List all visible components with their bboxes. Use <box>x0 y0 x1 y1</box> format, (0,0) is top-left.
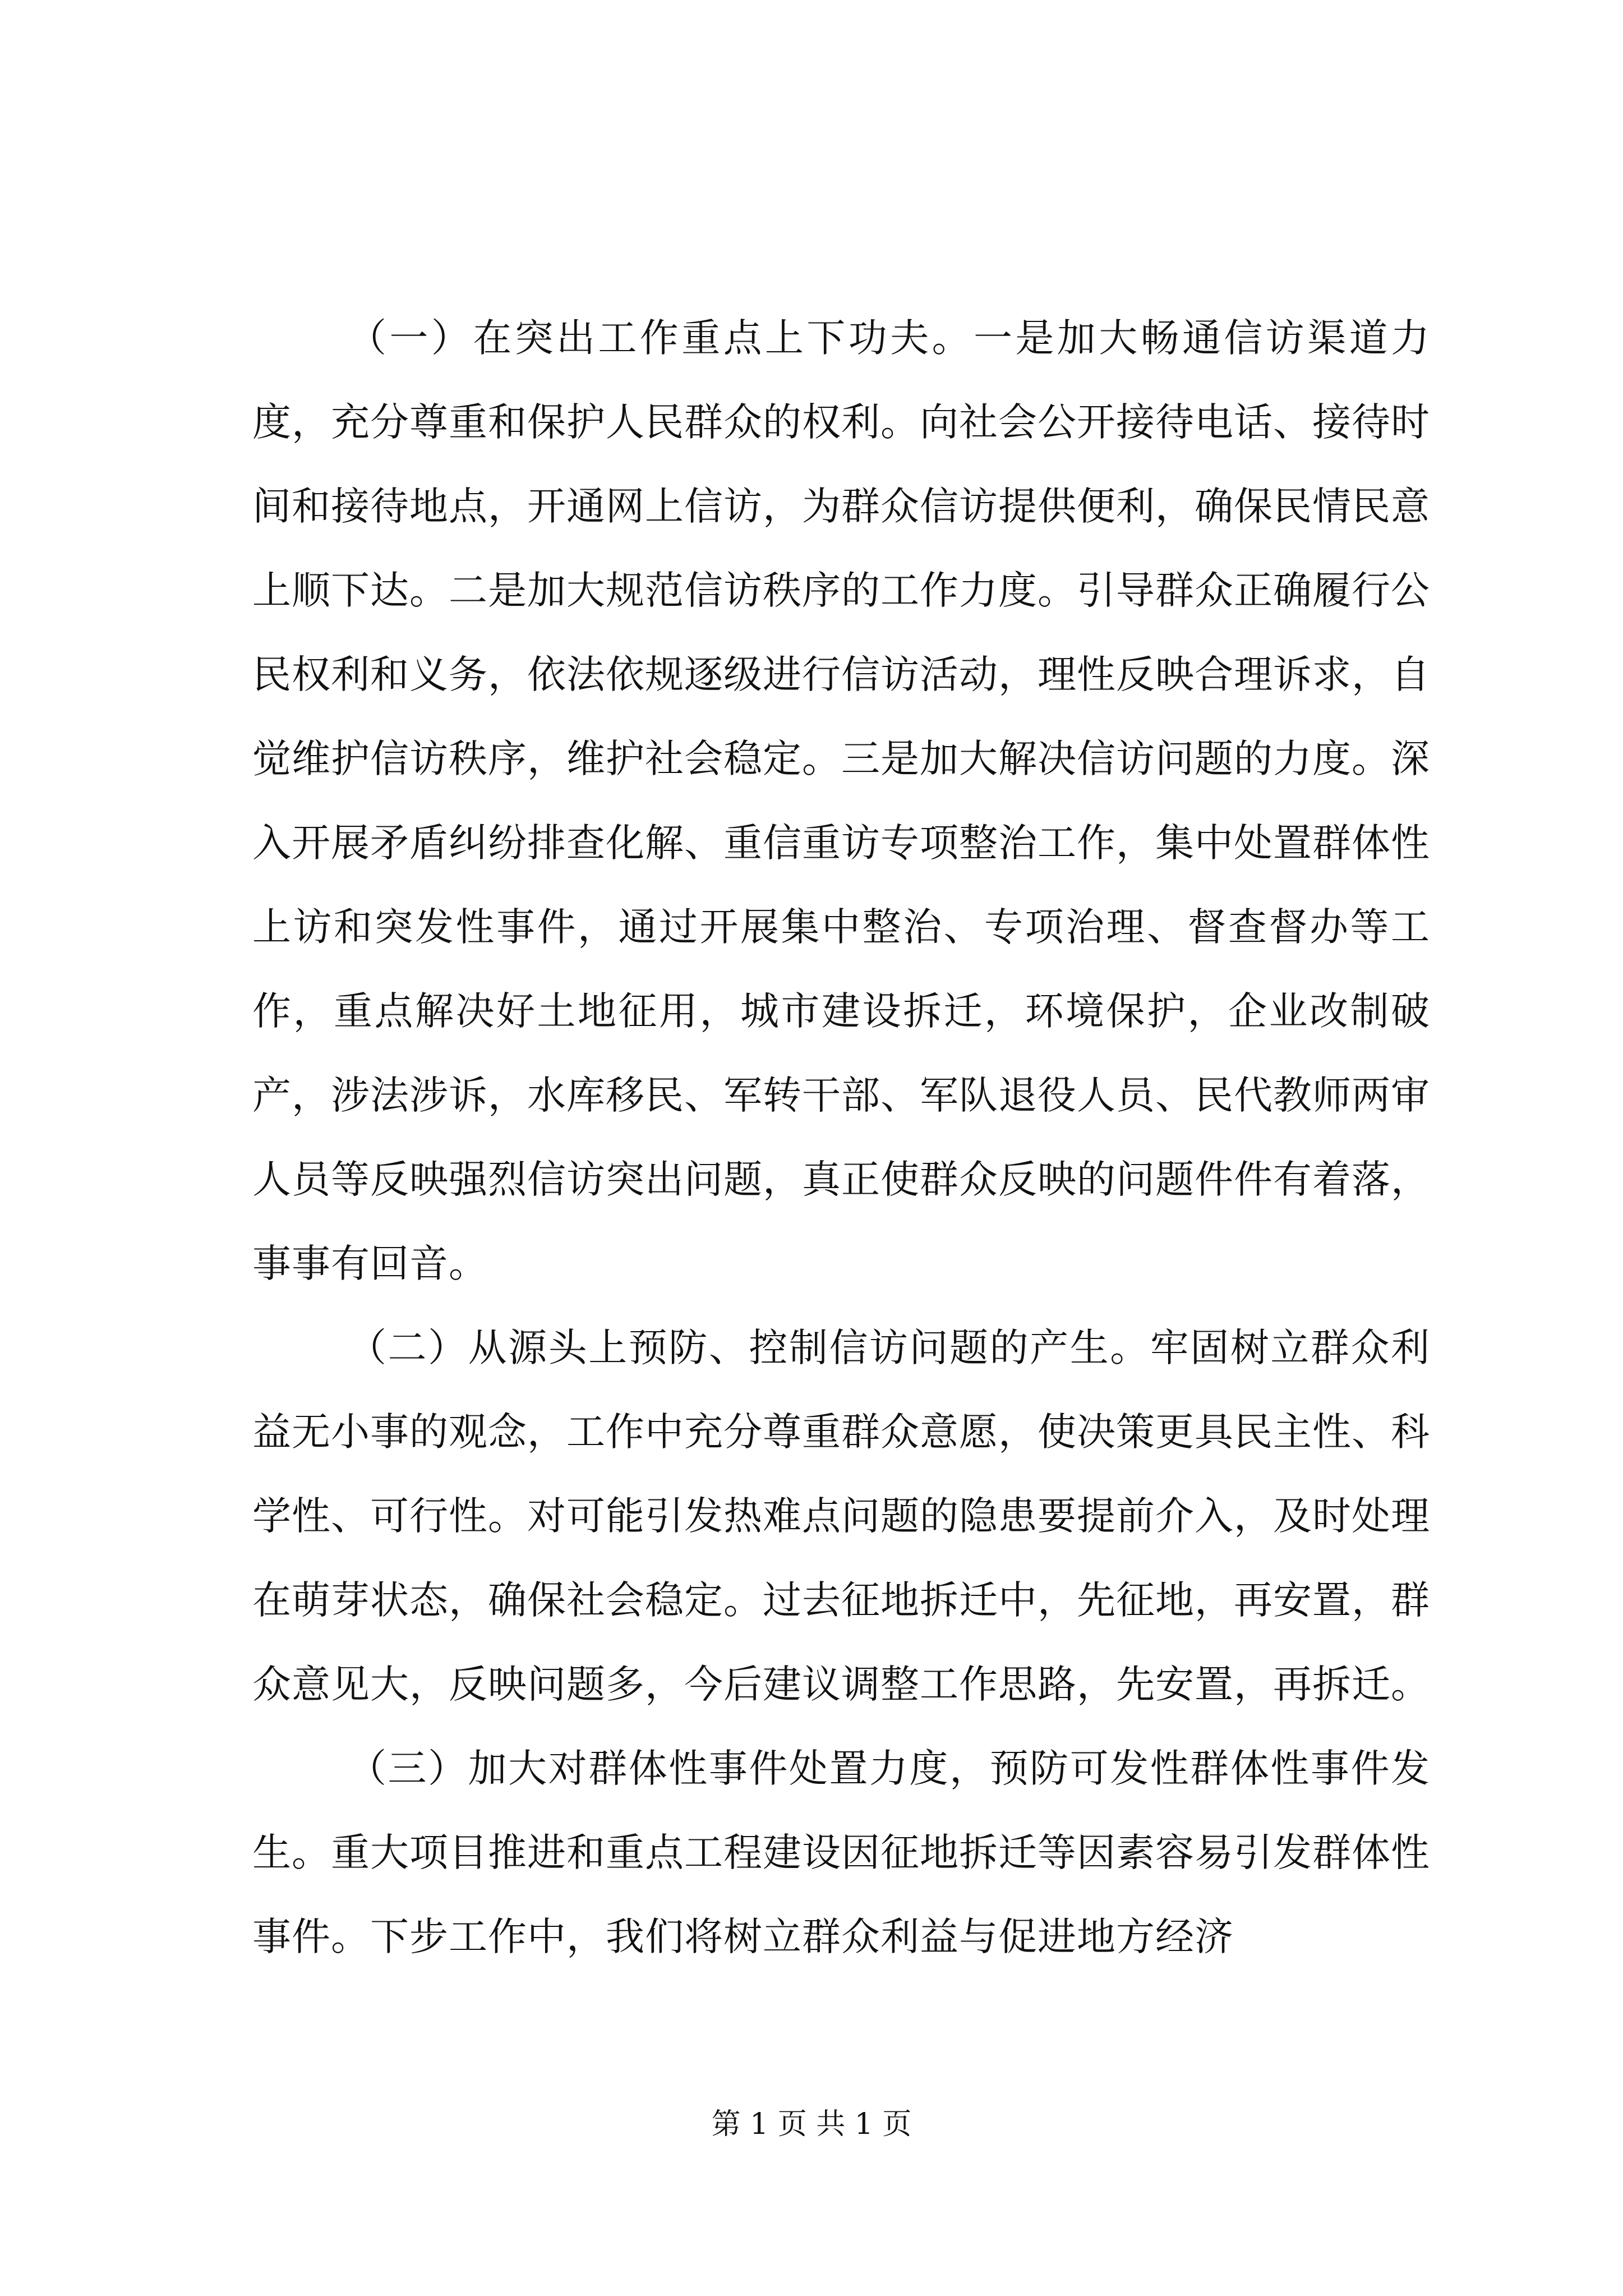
page-footer: 第 1 页 共 1 页 <box>711 2108 912 2141</box>
paragraph-3: （三）加大对群体性事件处置力度，预防可发性群体性事件发生。重大项目推进和重点工程建设因征地拆迁等因素容易引发群体性事件。下步工作中，我们将树立群众利益与促进地方经济 <box>252 1746 1430 1959</box>
document-body <box>252 296 1430 1979</box>
paragraph-2: （二）从源头上预防、控制信访问题的产生。牢固树立群众利益无小事的观念，工作中充分尊重群众意愿，使决策更具民主性、科学性、可行性。对可能引发热难点问题的隐患要提前介入，及时处理在萌芽状态，确保社会稳定。过去征地拆迁中，先征地，再安置，群众意见大，反映问题多，今后建议调整工作思路，先安置，再拆迁。 <box>252 1326 1430 1707</box>
paragraph-1: （一）在突出工作重点上下功夫。一是加大畅通信访渠道力度，充分尊重和保护人民群众的权利。向社会公开接待电话、接待时间和接待地点，开通网上信访，为群众信访提供便利，确保民情民意上顺下达。二是加大规范信访秩序的工作力度。引导群众正确履行公民权利和义务，依法依规逐级进行信访活动，理性反映合理诉求，自觉维护信访秩序，维护社会稳定。三是加大解决信访问题的力度。深入开展矛盾纠纷排查化解、重信重访专项整治工作，集中处置群体性上访和突发性事件，通过开展集中整治、专项治理、督查督办等工作，重点解决好土地征用，城市建设拆迁，环境保护，企业改制破产，涉法涉诉，水库移民、军转干部、军队退役人员、民代教师两审人员等反映强烈信访突出问题，真正使群众反映的问题件件有着落，事事有回音。 <box>252 316 1430 1286</box>
